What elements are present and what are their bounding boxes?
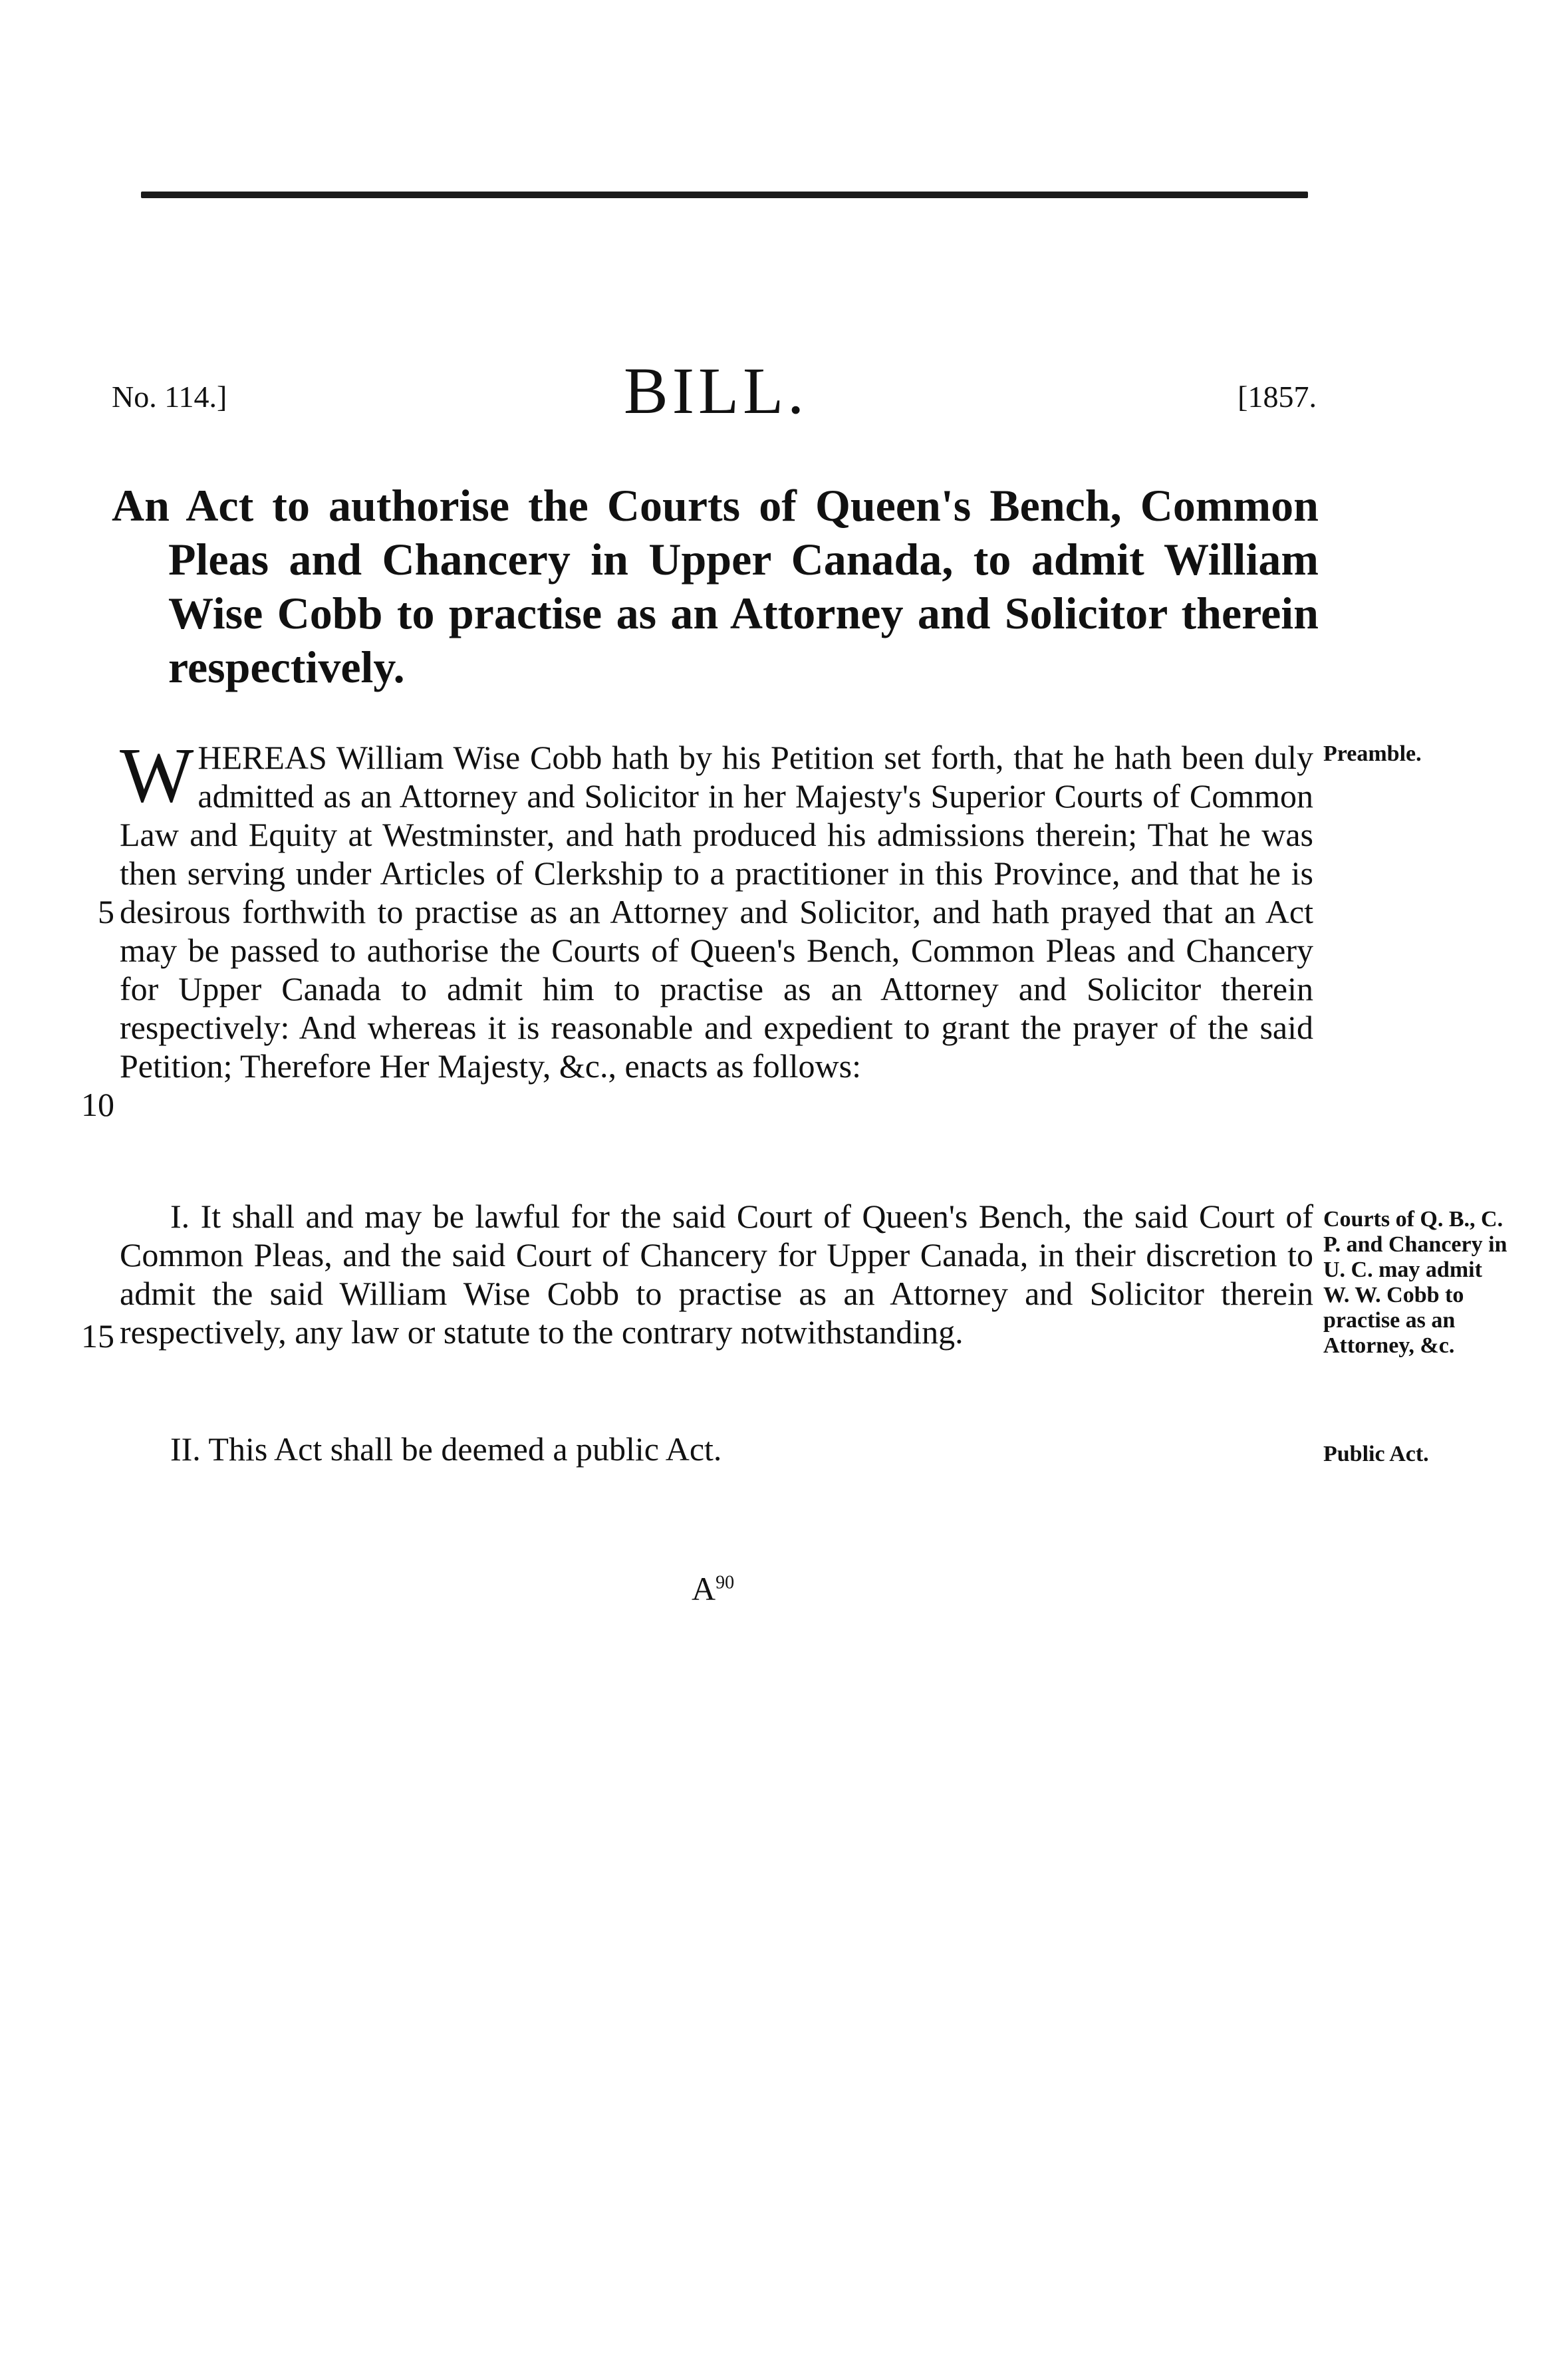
bill-title: BILL. bbox=[624, 354, 809, 428]
bill-header bbox=[112, 352, 1317, 446]
line-number-15: 15 bbox=[81, 1317, 114, 1355]
margin-note-courts: Courts of Q. B., C. P. and Chancery in U. C. may admit W. W. Cobb to practise as an Attorney, &c. bbox=[1323, 1207, 1507, 1358]
section-1: I. It shall and may be lawful for the said Court of Queen's Bench, the said Court of Common Pleas, and the said Court of Chancery for Upper Canada, in their discretion to admit the said William Wise Cobb to practise as an Attorney and Solicitor therein respectively, any law or statute to the contrary notwithstanding. bbox=[120, 1198, 1313, 1351]
margin-note-preamble: Preamble. bbox=[1323, 741, 1422, 766]
bill-number: No. 114.] bbox=[112, 380, 227, 414]
section-2: II. This Act shall be deemed a public Act. bbox=[170, 1430, 722, 1468]
preamble-paragraph bbox=[120, 731, 1313, 1085]
bill-year: [1857. bbox=[1238, 380, 1317, 414]
preamble-text: HEREAS William Wise Cobb hath by his Petition set forth, that he hath been duly admitted as an Attorney and Solicitor in her Majesty's Superior Courts of Common Law and Equity at Westminster, and hath produced his admissions therein; That he was then serving under Articles of Clerkship to a practitioner in this Province, and that he is desirous forthwith to practise as an Attorney and Solicitor, and hath prayed that an Act may be passed to authorise the Courts of Queen's Bench, Common Pleas and Chancery for Upper Canada to admit him to practise as an Attorney and Solicitor therein respectively: And whereas it is reasonable and expedient to grant the prayer of the said Petition; Therefore Her Majesty, &c., enacts as follows: bbox=[120, 739, 1313, 1085]
act-title: An Act to authorise the Courts of Queen's Bench, Common Pleas and Chancery in Upper Canada, to admit William Wise Cobb to practise as an Attorney and Solicitor therein respectively. bbox=[112, 480, 1319, 692]
printer-signature bbox=[692, 1569, 734, 1608]
line-number-5: 5 bbox=[98, 893, 114, 930]
signature-number: 90 bbox=[716, 1572, 735, 1593]
dropcap: W bbox=[120, 731, 194, 819]
margin-note-public-act: Public Act. bbox=[1323, 1442, 1429, 1466]
line-number-10: 10 bbox=[81, 1086, 114, 1123]
signature-letter: A bbox=[692, 1570, 716, 1607]
top-rule bbox=[141, 192, 1308, 198]
